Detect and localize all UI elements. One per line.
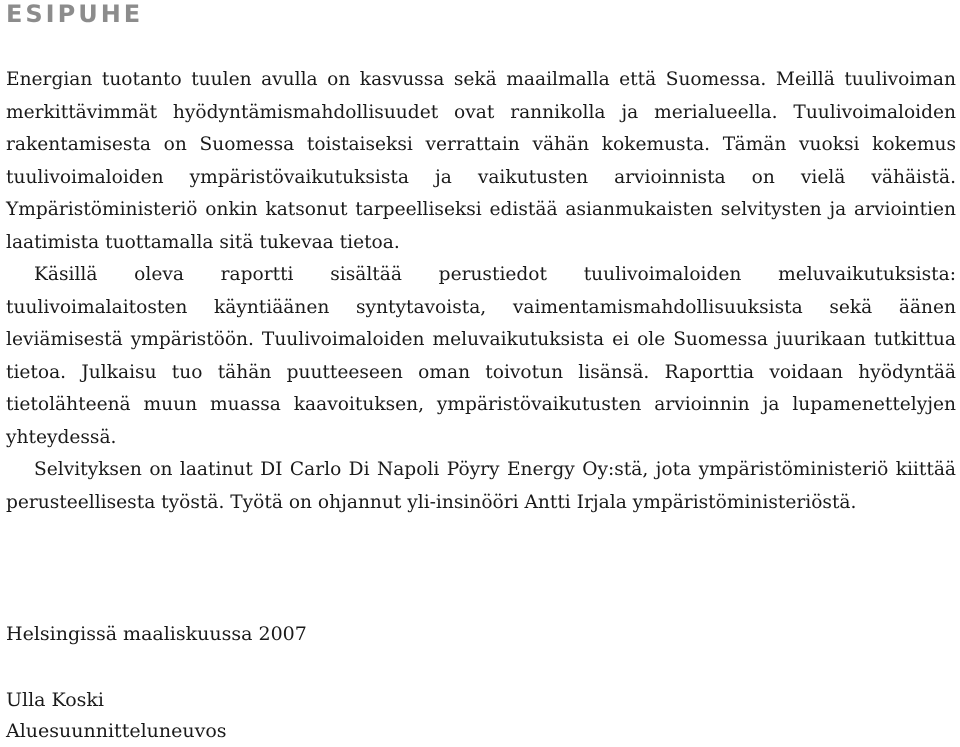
paragraph-intro: Energian tuotanto tuulen avulla on kasvussa sekä maailmalla että Suomessa. Meillä tuulivoiman merkittävimmät hyödyntämismahdollisuudet ovat rannikolla ja merialueella. Tuulivoimaloiden rakentamisesta on Suomessa toistaiseksi verrattain vähän kokemusta. Tämän vuoksi kokemus tuulivoimaloiden ympäristövaikutuksista ja vaikutusten arvioinnista on vielä vähäistä. Ympäristöministeriö onkin katsonut tarpeelliseksi edistää asianmukaisten selvitysten ja arviointien laatimista tuottamalla sitä tukevaa tietoa. [6, 69, 956, 253]
preface-body [6, 64, 956, 519]
signer-name: Ulla Koski [6, 689, 104, 711]
paragraph-report-content: Käsillä oleva raportti sisältää perustiedot tuulivoimaloiden meluvaikutuksista: tuulivoimalaitosten käyntiäänen syntytavoista, vaimentamismahdollisuuksista sekä äänen leviämisestä ympäristöön. Tuulivoimaloiden meluvaikutuksista ei ole Suomessa juurikaan tutkittua tietoa. Julkaisu tuo tähän puutteeseen oman toivotun lisänsä. Raporttia voidaan hyödyntää tietolähteenä muun muassa kaavoituksen, ympäristövaikutusten arvioinnin ja lupamenettelyjen yhteydessä. [6, 264, 956, 448]
place-and-date: Helsingissä maaliskuussa 2007 [6, 623, 307, 645]
document-page [6, 0, 956, 746]
signer-title: Aluesuunnitteluneuvos [6, 720, 227, 742]
section-heading: ESIPUHE [6, 0, 144, 28]
paragraph-acknowledgement: Selvityksen on laatinut DI Carlo Di Napoli Pöyry Energy Oy:stä, jota ympäristöministeriö kiittää perusteellisesta työstä. Työtä on ohjannut yli-insinööri Antti Irjala ympäristöministeriöstä. [6, 459, 956, 513]
